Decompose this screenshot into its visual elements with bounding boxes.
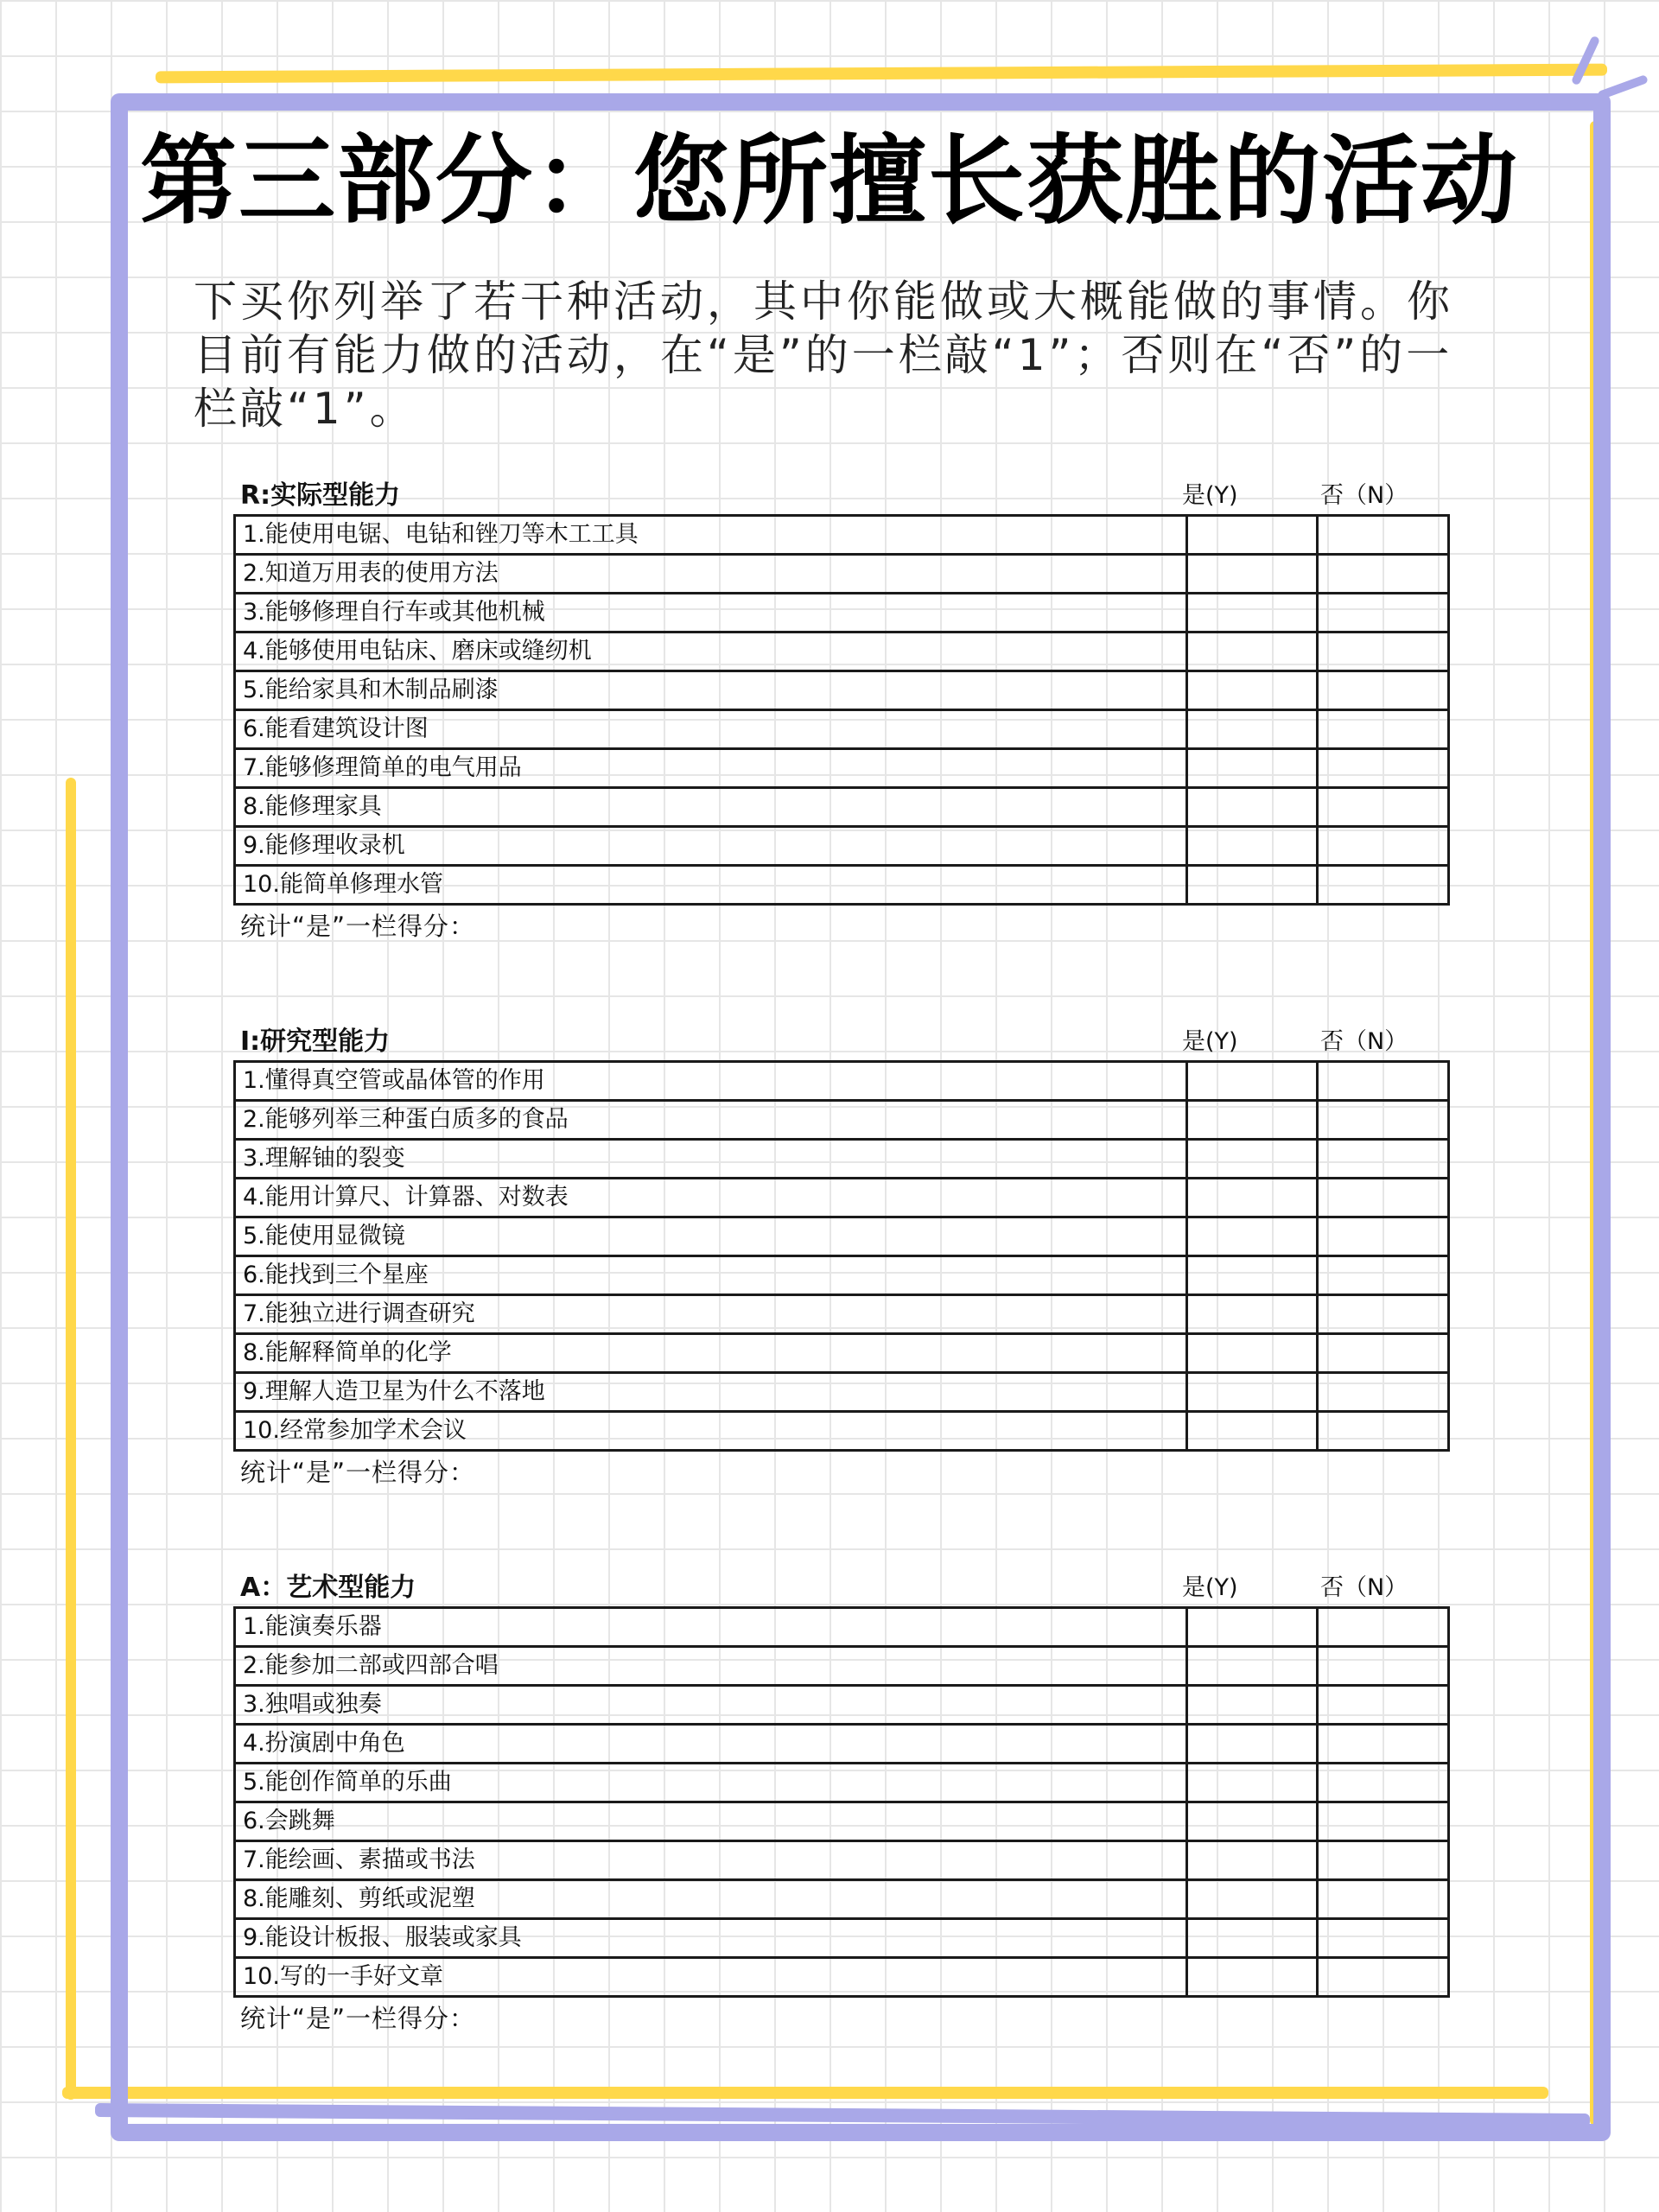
activity-item: 4.能够使用电钻床、磨床或缝纫机 bbox=[235, 632, 1187, 671]
no-answer-cell[interactable] bbox=[1318, 1764, 1449, 1802]
no-column-header: 否（N） bbox=[1320, 1028, 1408, 1055]
no-answer-cell[interactable] bbox=[1318, 866, 1449, 905]
table-row bbox=[235, 1686, 1449, 1725]
yes-answer-cell[interactable] bbox=[1186, 1880, 1318, 1919]
no-answer-cell[interactable] bbox=[1318, 1725, 1449, 1764]
no-answer-cell[interactable] bbox=[1318, 827, 1449, 866]
ability-table bbox=[233, 1060, 1450, 1452]
activity-item: 3.理解铀的裂变 bbox=[235, 1140, 1187, 1179]
yes-answer-cell[interactable] bbox=[1186, 632, 1318, 671]
ability-table bbox=[233, 1606, 1450, 1998]
no-answer-cell[interactable] bbox=[1318, 555, 1449, 594]
no-answer-cell[interactable] bbox=[1318, 710, 1449, 749]
activity-item: 6.会跳舞 bbox=[235, 1802, 1187, 1841]
yes-answer-cell[interactable] bbox=[1186, 1608, 1318, 1647]
activity-item: 5.能给家具和木制品刷漆 bbox=[235, 671, 1187, 710]
yes-answer-cell[interactable] bbox=[1186, 827, 1318, 866]
no-answer-cell[interactable] bbox=[1318, 1841, 1449, 1880]
yes-answer-cell[interactable] bbox=[1186, 1841, 1318, 1880]
no-answer-cell[interactable] bbox=[1318, 1334, 1449, 1373]
no-answer-cell[interactable] bbox=[1318, 1686, 1449, 1725]
section-title: I:研究型能力 bbox=[240, 1027, 391, 1057]
yes-answer-cell[interactable] bbox=[1186, 671, 1318, 710]
no-answer-cell[interactable] bbox=[1318, 1217, 1449, 1256]
no-answer-cell[interactable] bbox=[1318, 788, 1449, 827]
activity-item: 10.能简单修理水管 bbox=[235, 866, 1187, 905]
activity-item: 7.能绘画、素描或书法 bbox=[235, 1841, 1187, 1880]
yes-answer-cell[interactable] bbox=[1186, 710, 1318, 749]
yes-answer-cell[interactable] bbox=[1186, 1256, 1318, 1295]
yes-answer-cell[interactable] bbox=[1186, 516, 1318, 555]
yes-column-header: 是(Y) bbox=[1182, 482, 1238, 509]
section-header bbox=[233, 478, 1450, 514]
no-column-header: 否（N） bbox=[1320, 1574, 1408, 1601]
table-row bbox=[235, 1725, 1449, 1764]
section-header bbox=[233, 1570, 1450, 1606]
activity-item: 8.能修理家具 bbox=[235, 788, 1187, 827]
activity-item: 6.能看建筑设计图 bbox=[235, 710, 1187, 749]
yes-answer-cell[interactable] bbox=[1186, 1958, 1318, 1997]
activity-item: 3.独唱或独奏 bbox=[235, 1686, 1187, 1725]
yes-column-header: 是(Y) bbox=[1182, 1028, 1238, 1055]
yes-answer-cell[interactable] bbox=[1186, 866, 1318, 905]
no-answer-cell[interactable] bbox=[1318, 1256, 1449, 1295]
activity-item: 2.能参加二部或四部合唱 bbox=[235, 1647, 1187, 1686]
yes-answer-cell[interactable] bbox=[1186, 788, 1318, 827]
activity-item: 8.能雕刻、剪纸或泥塑 bbox=[235, 1880, 1187, 1919]
activity-item: 3.能够修理自行车或其他机械 bbox=[235, 594, 1187, 632]
activity-item: 2.知道万用表的使用方法 bbox=[235, 555, 1187, 594]
yes-answer-cell[interactable] bbox=[1186, 749, 1318, 788]
yes-answer-cell[interactable] bbox=[1186, 1686, 1318, 1725]
yes-answer-cell[interactable] bbox=[1186, 1919, 1318, 1958]
no-answer-cell[interactable] bbox=[1318, 1179, 1449, 1217]
table-row bbox=[235, 1412, 1449, 1451]
instructions-text: 下买你列举了若干种活动，其中你能做或大概能做的事情。你目前有能力做的活动，在“是”的一栏敲“1”；否则在“否”的一栏敲“1”。 bbox=[194, 276, 1453, 434]
activity-item: 6.能找到三个星座 bbox=[235, 1256, 1187, 1295]
activity-item: 9.理解人造卫星为什么不落地 bbox=[235, 1373, 1187, 1412]
ability-table bbox=[233, 514, 1450, 906]
table-row bbox=[235, 1647, 1449, 1686]
activity-item: 1.懂得真空管或晶体管的作用 bbox=[235, 1062, 1187, 1101]
yes-answer-cell[interactable] bbox=[1186, 1802, 1318, 1841]
yes-answer-cell[interactable] bbox=[1186, 555, 1318, 594]
activity-item: 4.能用计算尺、计算器、对数表 bbox=[235, 1179, 1187, 1217]
no-answer-cell[interactable] bbox=[1318, 1101, 1449, 1140]
section-title: R:实际型能力 bbox=[240, 480, 401, 511]
table-row bbox=[235, 671, 1449, 710]
yes-answer-cell[interactable] bbox=[1186, 594, 1318, 632]
activity-item: 1.能使用电锯、电钻和锉刀等木工工具 bbox=[235, 516, 1187, 555]
section-title: A：艺术型能力 bbox=[240, 1573, 416, 1603]
ability-section bbox=[233, 1024, 1450, 1493]
no-answer-cell[interactable] bbox=[1318, 1880, 1449, 1919]
activity-item: 4.扮演剧中角色 bbox=[235, 1725, 1187, 1764]
no-answer-cell[interactable] bbox=[1318, 1608, 1449, 1647]
no-answer-cell[interactable] bbox=[1318, 1295, 1449, 1334]
no-answer-cell[interactable] bbox=[1318, 1412, 1449, 1451]
no-answer-cell[interactable] bbox=[1318, 1062, 1449, 1101]
ability-section bbox=[233, 478, 1450, 947]
activity-item: 7.能独立进行调查研究 bbox=[235, 1295, 1187, 1334]
table-row bbox=[235, 827, 1449, 866]
table-row bbox=[235, 1802, 1449, 1841]
no-answer-cell[interactable] bbox=[1318, 1802, 1449, 1841]
activity-item: 9.能设计板报、服装或家具 bbox=[235, 1919, 1187, 1958]
no-answer-cell[interactable] bbox=[1318, 1140, 1449, 1179]
table-row bbox=[235, 632, 1449, 671]
table-row bbox=[235, 1217, 1449, 1256]
no-answer-cell[interactable] bbox=[1318, 632, 1449, 671]
table-row bbox=[235, 1179, 1449, 1217]
table-row bbox=[235, 1295, 1449, 1334]
yes-answer-cell[interactable] bbox=[1186, 1725, 1318, 1764]
no-answer-cell[interactable] bbox=[1318, 1373, 1449, 1412]
yes-column-header: 是(Y) bbox=[1182, 1574, 1238, 1601]
table-row bbox=[235, 710, 1449, 749]
score-summary-label: 统计“是”一栏得分： bbox=[240, 1458, 476, 1487]
no-answer-cell[interactable] bbox=[1318, 1958, 1449, 1997]
table-row bbox=[235, 1841, 1449, 1880]
yes-answer-cell[interactable] bbox=[1186, 1295, 1318, 1334]
yes-answer-cell[interactable] bbox=[1186, 1179, 1318, 1217]
activity-item: 10.经常参加学术会议 bbox=[235, 1412, 1187, 1451]
table-row bbox=[235, 1256, 1449, 1295]
table-row bbox=[235, 1101, 1449, 1140]
table-row bbox=[235, 1880, 1449, 1919]
yes-answer-cell[interactable] bbox=[1186, 1217, 1318, 1256]
activity-item: 5.能创作简单的乐曲 bbox=[235, 1764, 1187, 1802]
table-row bbox=[235, 1062, 1449, 1101]
no-answer-cell[interactable] bbox=[1318, 749, 1449, 788]
table-row bbox=[235, 1140, 1449, 1179]
activity-item: 2.能够列举三种蛋白质多的食品 bbox=[235, 1101, 1187, 1140]
activity-item: 10.写的一手好文章 bbox=[235, 1958, 1187, 1997]
no-answer-cell[interactable] bbox=[1318, 671, 1449, 710]
table-row bbox=[235, 555, 1449, 594]
yes-answer-cell[interactable] bbox=[1186, 1062, 1318, 1101]
yes-answer-cell[interactable] bbox=[1186, 1140, 1318, 1179]
yes-answer-cell[interactable] bbox=[1186, 1101, 1318, 1140]
table-row bbox=[235, 788, 1449, 827]
table-row bbox=[235, 1373, 1449, 1412]
table-row bbox=[235, 1608, 1449, 1647]
activity-item: 8.能解释简单的化学 bbox=[235, 1334, 1187, 1373]
table-row bbox=[235, 594, 1449, 632]
table-row bbox=[235, 866, 1449, 905]
yes-answer-cell[interactable] bbox=[1186, 1373, 1318, 1412]
section-header bbox=[233, 1024, 1450, 1060]
activity-item: 5.能使用显微镜 bbox=[235, 1217, 1187, 1256]
yes-answer-cell[interactable] bbox=[1186, 1764, 1318, 1802]
no-answer-cell[interactable] bbox=[1318, 594, 1449, 632]
score-summary-label: 统计“是”一栏得分： bbox=[240, 912, 476, 941]
ability-section bbox=[233, 1570, 1450, 2039]
no-column-header: 否（N） bbox=[1320, 482, 1408, 509]
no-answer-cell[interactable] bbox=[1318, 516, 1449, 555]
no-answer-cell[interactable] bbox=[1318, 1919, 1449, 1958]
score-summary-label: 统计“是”一栏得分： bbox=[240, 2004, 476, 2033]
activity-item: 9.能修理收录机 bbox=[235, 827, 1187, 866]
yes-answer-cell[interactable] bbox=[1186, 1334, 1318, 1373]
yes-answer-cell[interactable] bbox=[1186, 1412, 1318, 1451]
table-row bbox=[235, 516, 1449, 555]
table-row bbox=[235, 749, 1449, 788]
page-title: 第三部分：您所擅长获胜的活动 bbox=[140, 125, 1519, 238]
table-row bbox=[235, 1919, 1449, 1958]
table-row bbox=[235, 1958, 1449, 1997]
yes-answer-cell[interactable] bbox=[1186, 1647, 1318, 1686]
activity-item: 7.能够修理简单的电气用品 bbox=[235, 749, 1187, 788]
table-row bbox=[235, 1334, 1449, 1373]
activity-item: 1.能演奏乐器 bbox=[235, 1608, 1187, 1647]
no-answer-cell[interactable] bbox=[1318, 1647, 1449, 1686]
table-row bbox=[235, 1764, 1449, 1802]
